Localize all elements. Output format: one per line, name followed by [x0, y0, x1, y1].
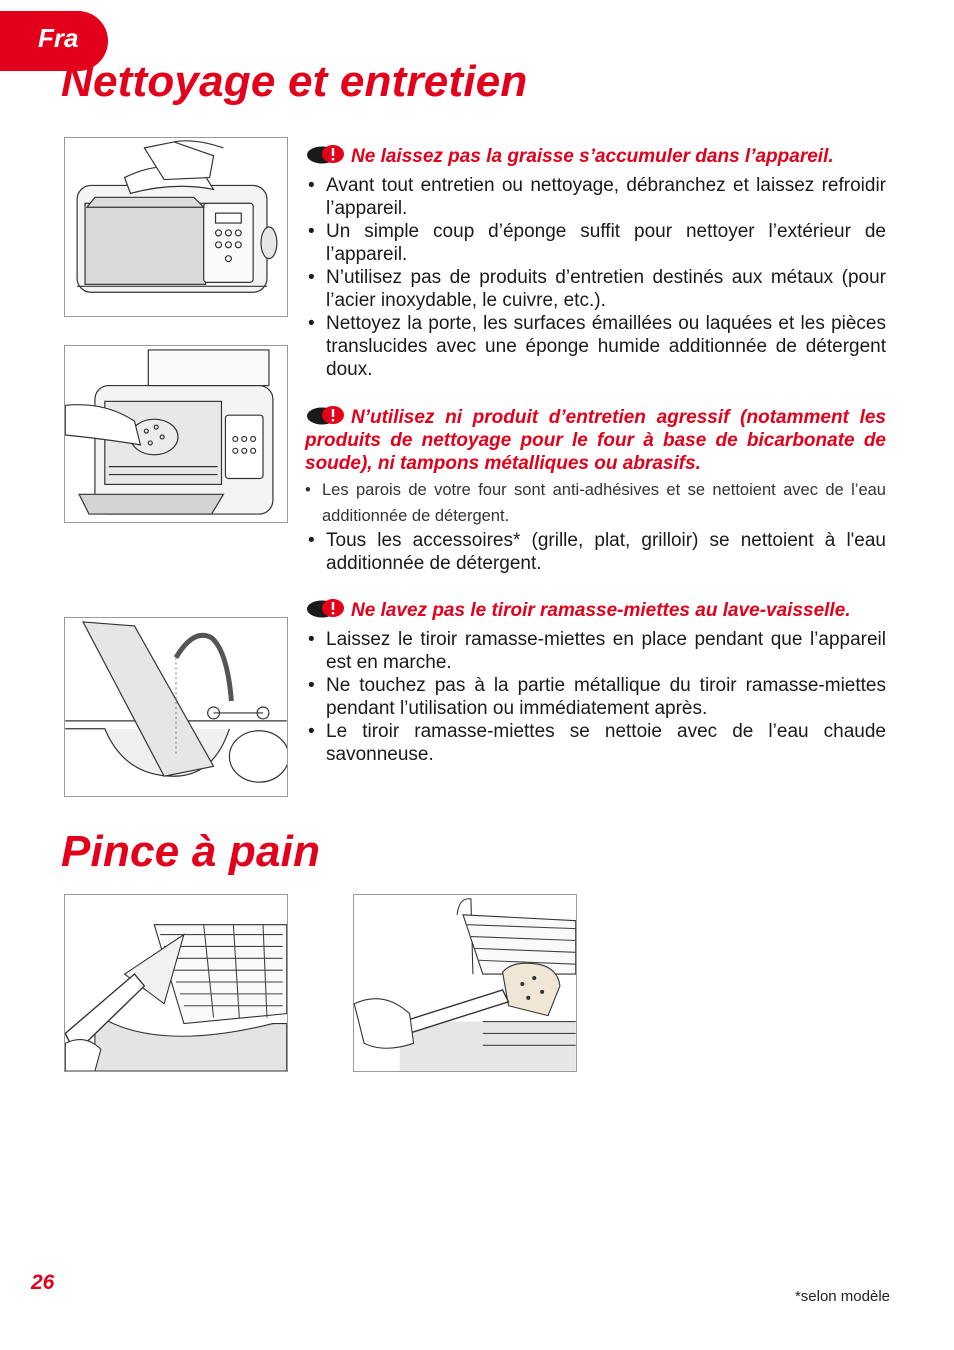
page-number: 26 — [31, 1271, 55, 1294]
illustration-oven-wipe — [64, 137, 288, 317]
warning-icon — [305, 598, 345, 618]
language-tab-label: Fra — [38, 23, 79, 53]
bullet-list-abrasives — [305, 477, 886, 575]
illustration-tongs-toast — [353, 894, 577, 1072]
warning-grease: Ne laissez pas la graisse s’accumuler dans l’appareil. — [351, 146, 834, 167]
list-item: • Ne touchez pas à la partie métallique du tiroir ramasse-miettes pendant l’utilisation ou immédiatement après. — [305, 674, 886, 720]
list-item: • Un simple coup d’éponge suffit pour nettoyer l’extérieur de l’appareil. — [305, 220, 886, 266]
list-item: • Tous les accessoires* (grille, plat, grilloir) se nettoient à l'eau additionnée de détergent. — [305, 529, 886, 575]
warning-icon — [305, 405, 345, 425]
illustration-crumb-tray-sink — [64, 617, 288, 797]
cleaning-title: Nettoyage et entretien — [61, 57, 528, 106]
bullet-list-crumb-tray — [305, 628, 886, 766]
tongs-title: Pince à pain — [61, 827, 321, 876]
list-item: • Les parois de votre four sont anti-adhésives et se nettoient avec de l’eau additionnée de détergent. — [305, 477, 886, 529]
section-abrasives — [305, 405, 886, 575]
warning-crumb-tray: Ne lavez pas le tiroir ramasse-miettes au lave-vaisselle. — [351, 600, 851, 621]
warning-icon — [305, 144, 345, 164]
list-item: • N’utilisez pas de produits d’entretien destinés aux métaux (pour l’acier inoxydable, le cuivre, etc.). — [305, 266, 886, 312]
warning-abrasives: N’utilisez ni produit d’entretien agressif (notamment les produits de nettoyage pour le four à base de bicarbonate de soude), ni tampons métalliques ou abrasifs. — [305, 407, 886, 474]
list-item: • Nettoyez la porte, les surfaces émaillées ou laquées et les pièces translucides avec une éponge humide additionnée de détergent doux. — [305, 312, 886, 381]
footnote: *selon modèle — [794, 1288, 890, 1305]
illustration-tongs-rack — [64, 894, 288, 1072]
section-crumb-tray — [305, 598, 886, 766]
illustration-interior-sponge — [64, 345, 288, 523]
list-item: • Le tiroir ramasse-miettes se nettoie avec de l’eau chaude savonneuse. — [305, 720, 886, 766]
list-item: • Laissez le tiroir ramasse-miettes en place pendant que l’appareil est en marche. — [305, 628, 886, 674]
bullet-list-grease — [305, 174, 886, 381]
section-grease — [305, 144, 886, 381]
list-item: • Avant tout entretien ou nettoyage, débranchez et laissez refroidir l’appareil. — [305, 174, 886, 220]
